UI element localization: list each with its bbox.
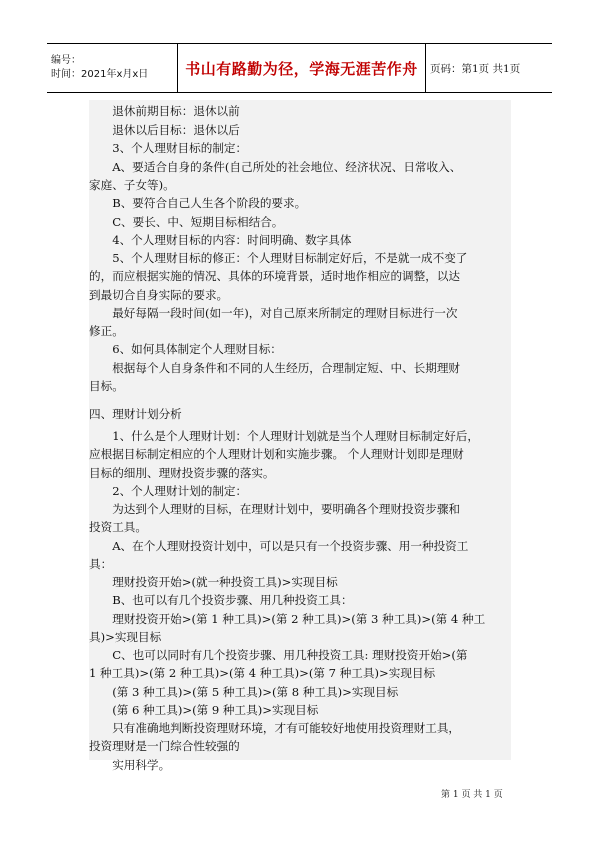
text-line: 最好每隔一段时间(如一年)，对自己原来所制定的理财目标进行一次 — [89, 306, 458, 320]
text-line: 家庭、子女等)。 — [89, 178, 175, 192]
page-footer: 第 1 页 共 1 页 — [441, 790, 503, 800]
text-line: B、要符合自己人生各个阶段的要求。 — [89, 196, 307, 210]
text-line: B、也可以有几个投资步骤、用几种投资工具： — [89, 593, 353, 607]
header-table — [47, 43, 552, 93]
text-line: 5、个人理财目标的修正：个人理财目标制定好后，不是就一成不变了 — [89, 251, 468, 265]
text-line: 理财投资开始>(第 1 种工具)>(第 2 种工具)>(第 3 种工具)>(第 4 种工 — [89, 612, 486, 626]
text-line: 退休前期目标：退休以前 — [89, 104, 240, 118]
text-line: 6、如何具体制定个人理财目标： — [89, 342, 282, 356]
text-line: 4、个人理财目标的内容：时间明确、数字具体 — [89, 233, 352, 247]
text-line: 为达到个人理财的目标，在理财计划中，要明确各个理财投资步骤和 — [89, 502, 461, 516]
text-line: 修正。 — [89, 324, 124, 338]
page-info: 页码：第1页 共1页 — [426, 44, 553, 93]
text-line: C、要长、中、短期目标相结合。 — [89, 215, 284, 229]
motto: 书山有路勤为径，学海无涯苦作舟 — [178, 44, 426, 93]
section-heading: 四、理财计划分析 — [89, 407, 182, 421]
text-line: 目标。 — [89, 379, 124, 393]
text-line: 具： — [89, 557, 113, 571]
text-line: 具)>实现目标 — [89, 630, 162, 644]
text-line: (第 6 种工具)>(第 9 种工具)>实现目标 — [89, 703, 319, 717]
text-line: 的，而应根据实施的情况、具体的环境背景，适时地作相应的调整，以达 — [89, 269, 461, 283]
text-line: A、要适合自身的条件(自己所处的社会地位、经济状况、日常收入、 — [89, 160, 462, 174]
text-line: 2、个人理财计划的制定： — [89, 484, 248, 498]
text-line: C、也可以同时有几个投资步骤、用几种投资工具: 理财投资开始>(第 — [89, 648, 468, 662]
text-line: (第 3 种工具)>(第 5 种工具)>(第 8 种工具)>实现目标 — [89, 685, 399, 699]
text-line: 实用科学。 — [89, 758, 171, 772]
text-line: 到最切合自身实际的要求。 — [89, 288, 229, 302]
text-line: 1 种工具)>(第 2 种工具)>(第 4 种工具)>(第 7 种工具)>实现目标 — [89, 666, 436, 680]
text-line: 1、什么是个人理财计划：个人理财计划就是当个人理财目标制定好后， — [89, 429, 479, 443]
time-label: 时间：2021年x月x日 — [51, 69, 149, 80]
text-line: 退休以后目标：退休以后 — [89, 123, 240, 137]
number-label: 编号： — [51, 55, 81, 66]
text-line: 只有准确地判断投资理财环境，才有可能较好地使用投资理财工具， — [89, 721, 461, 735]
text-line: 应根据目标制定相应的个人理财计划和实施步骤。 个人理财计划即是理财 — [89, 447, 464, 461]
text-line: 3、个人理财目标的制定： — [89, 141, 248, 155]
text-line: 投资工具。 — [89, 520, 147, 534]
text-line: 根据每个人自身条件和不同的人生经历，合理制定短、中、长期理财 — [89, 361, 461, 375]
text-line: A、在个人理财投资计划中，可以是只有一个投资步骤、用一种投资工 — [89, 539, 469, 553]
text-line: 投资理财是一门综合性较强的 — [89, 739, 240, 753]
text-line: 理财投资开始>(就一种投资工具)>实现目标 — [89, 575, 338, 589]
text-line: 目标的细刖、理财投资步骤的落实。 — [89, 466, 275, 480]
header-info-cell — [47, 44, 178, 93]
